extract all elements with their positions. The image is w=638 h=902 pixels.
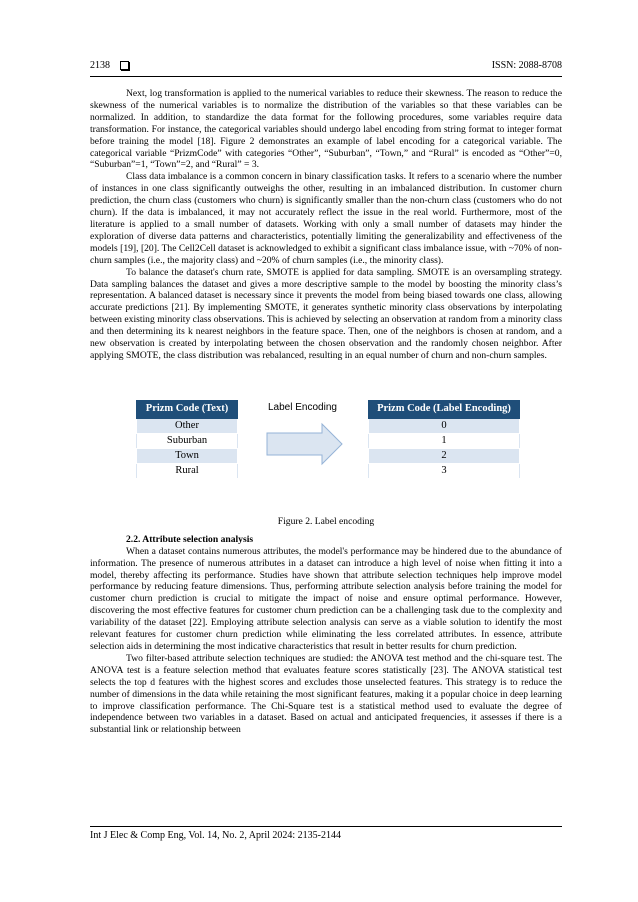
page-number: 2138: [90, 60, 110, 71]
header-rule: [90, 76, 562, 77]
table-cell: 1: [369, 433, 520, 448]
footer-rule: [90, 826, 562, 827]
right-arrow-icon: [266, 422, 344, 466]
running-footer: Int J Elec & Comp Eng, Vol. 14, No. 2, April 2024: 2135-2144: [90, 830, 342, 841]
table-cell: Town: [137, 448, 238, 463]
table-cell: Rural: [137, 463, 238, 478]
section-heading: 2.2. Attribute selection analysis: [126, 533, 254, 545]
table-header: Prizm Code (Text): [137, 400, 238, 418]
table-cell: 0: [369, 418, 520, 433]
table-cell: Other: [137, 418, 238, 433]
page-body: [90, 88, 562, 736]
table-cell: 3: [369, 463, 520, 478]
paragraph: Next, log transformation is applied to the numerical variables to reduce their skewness. The reason to reduce the skewness of the numerical variables is to normalize the distribution of the variables so that these variables can be normalized. In addition, to standardize the data format for the following procedures, some variables require data transformation. For instance, the categorical variables should undergo label encoding from string format to integer format before training the model [18]. Figure 2 demonstrates an example of label encoding for a categorical variable. The categorical variable “PrizmCode” with categories “Other”, “Suburban”, “Town,” and “Rural” is encoded as “Other”=0, “Suburban”=1, “Town”=2, and “Rural” = 3.: [90, 88, 562, 171]
arrow-label: Label Encoding: [268, 401, 337, 413]
paragraph: Class data imbalance is a common concern in binary classification tasks. It refers to a scenario where the number of instances in one class significantly outweighs the other, resulting in an imbalanced distribution. In customer churn prediction, the churn class (customers who churn) is significantly smaller than the non-churn class (customers who do not churn). If the data is imbalanced, it may not accurately reflect the issue in the real world. Furthermore, most of the literature is applied to a small number of datasets. Working with only a small number of datasets may hinder the exploration of diverse data patterns and characteristics, potentially limiting the generalizability and effectiveness of the models [19], [20]. The Cell2Cell dataset is acknowledged to exhibit a significant class imbalance issue, with ~70% of non-churn samples (i.e., the majority class) and ~20% of churn samples (i.e., the minority class).: [90, 171, 562, 266]
table-cell: Suburban: [137, 433, 238, 448]
paragraph: To balance the dataset's churn rate, SMOTE is applied for data sampling. SMOTE is an oversampling strategy. Data sampling balances the dataset and gives a more descriptive sample to the model by boosting the minority class’s representation. A balanced dataset is necessary since it prevents the model from being biased towards one class, allowing accurate predictions [21]. By implementing SMOTE, it generates synthetic minority class observations by interpolating between existing minority class observations. This is achieved by selecting an observation at random from a minority class and then determining its k nearest neighbors in the feature space. Then, one of the neighbors is chosen at random, and a new observation is created by interpolating between the chosen observation and the randomly chosen neighbor. After applying SMOTE, the class distribution was rebalanced, resulting in an equal number of churn and non-churn samples.: [90, 266, 562, 361]
figure-label-encoding: [90, 388, 562, 534]
figure-caption: Figure 2. Label encoding: [277, 515, 375, 527]
table-header: Prizm Code (Label Encoding): [369, 400, 520, 418]
paragraph: When a dataset contains numerous attributes, the model's performance may be hindered due to the abundance of information. The presence of numerous attributes in a dataset can introduce a high level of noise when fitting it into a model, thereby affecting its performance. Studies have shown that attribute selection techniques help improve model performance by reducing feature dimensions. Thus, performing attribute selection analysis before training the model for customer churn prediction is crucial to mitigate the impact of noise and ensure optimal performance. However, discovering the most effective features for customer churn prediction can be a challenging task due to the complexity and variability of the dataset [22]. Employing attribute selection analysis can serve as a viable solution to identify the most relevant features for customer churn prediction while eliminating the less correlated attributes. In essence, attribute selection aids in determining the most indicative characteristics that result in better results for churn prediction.: [90, 545, 562, 652]
running-header: [90, 60, 562, 71]
table-cell: 2: [369, 448, 520, 463]
issn: ISSN: 2088-8708: [491, 60, 562, 71]
text-code-table: [136, 400, 238, 479]
encoded-code-table: [368, 400, 520, 479]
square-bullet-icon: [120, 61, 129, 70]
paragraph: Two filter-based attribute selection techniques are studied: the ANOVA test method and the chi-square test. The ANOVA test is a feature selection method that evaluates feature scores statistically [23]. The ANOVA statistical test selects the top d features with the highest scores and excludes those unselected features. This strategy is to reduce the number of dimensions in the data while retaining the most significant features, making it a popular choice in deep learning to improve classification performance. The Chi-Square test is a statistical method used to evaluate the degree of independence between two variables in a dataset. Based on actual and anticipated frequencies, it assesses if there is a substantial link or relationship between: [90, 652, 562, 736]
